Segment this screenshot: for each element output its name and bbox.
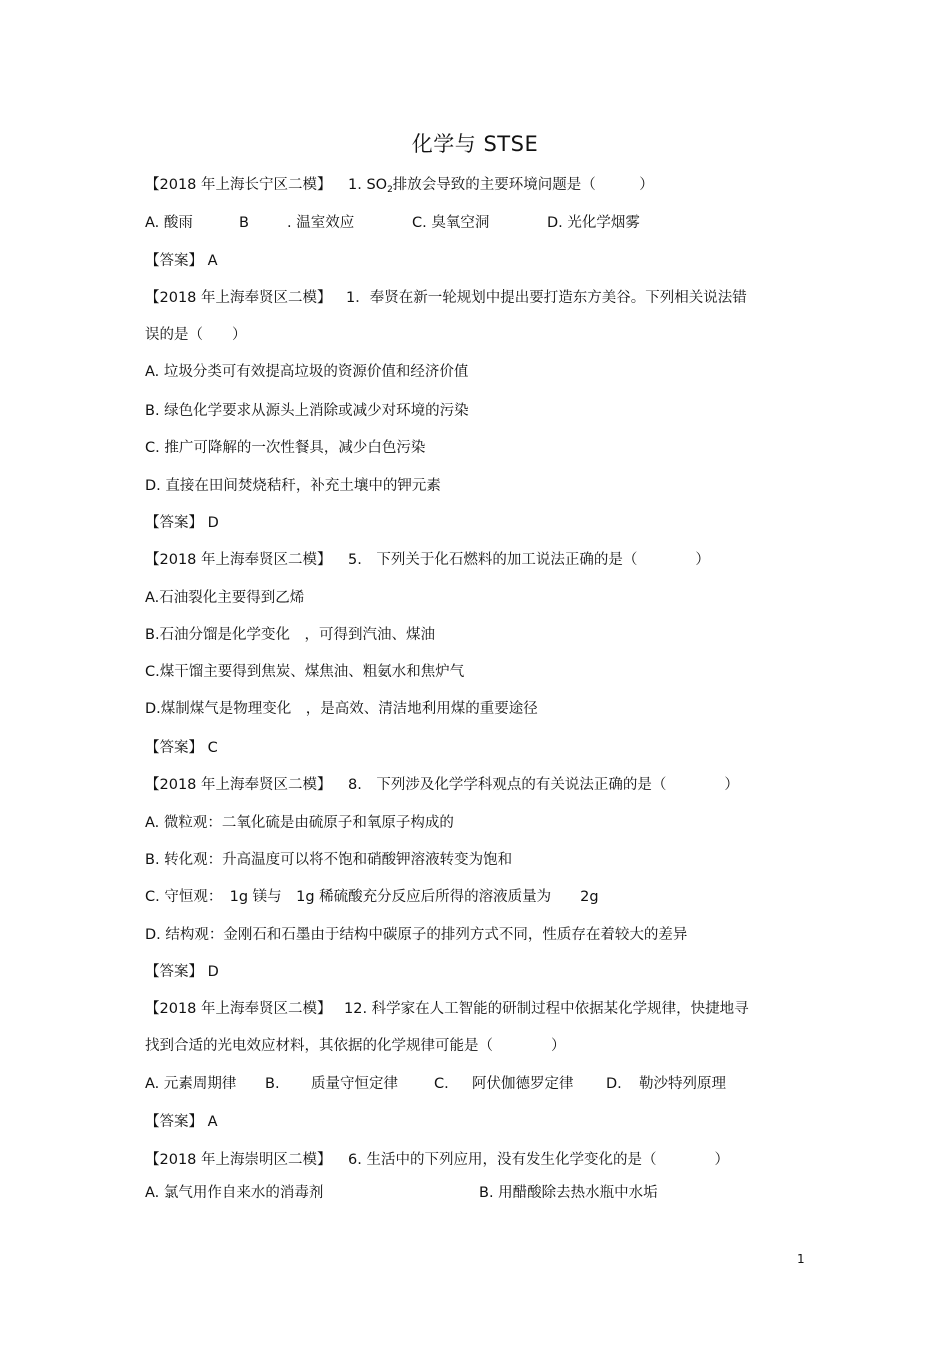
question-source: 【2018 年上海崇明区二模】 (145, 1152, 332, 1168)
answer-5: 【答案】 A (145, 1114, 218, 1130)
answer-2: 【答案】 D (145, 515, 219, 531)
question-stem: 6. 生活中的下列应用，没有发生化学变化的是（ ） (348, 1152, 729, 1168)
option-d: D.煤制煤气是物理变化 ，是高效、清洁地利用煤的重要途径 (145, 701, 538, 717)
question-stem: 8. 下列涉及化学学科观点的有关说法正确的是（ ） (348, 777, 739, 793)
question-source: 【2018 年上海奉贤区二模】 (145, 552, 332, 568)
answer-1: 【答案】 A (145, 253, 218, 269)
option-a: A.石油裂化主要得到乙烯 (145, 590, 305, 606)
option-b-text: . 温室效应 (287, 215, 355, 231)
option-d: D. 直接在田间焚烧秸秆，补充土壤中的钾元素 (145, 478, 441, 494)
page-title: 化学与 STSE (411, 132, 539, 156)
option-b: B. 绿色化学要求从源头上消除或减少对环境的污染 (145, 403, 469, 419)
option-d-letter: D. (606, 1076, 622, 1092)
option-b-letter: B (239, 215, 249, 231)
option-c-letter: C. (434, 1076, 449, 1092)
option-c-text: 阿伏伽德罗定律 (472, 1076, 574, 1092)
question-5-stem-cont: 找到合适的光电效应材料，其依据的化学规律可能是（ ） (145, 1038, 566, 1054)
option-a: A. 酸雨 (145, 215, 193, 231)
question-stem: 5. 下列关于化石燃料的加工说法正确的是（ ） (348, 552, 710, 568)
option-a: A. 垃圾分类可有效提高垃圾的资源价值和经济价值 (145, 364, 469, 380)
question-source: 【2018 年上海奉贤区二模】 (145, 290, 332, 306)
option-a: A. 微粒观：二氧化硫是由硫原子和氧原子构成的 (145, 815, 454, 831)
question-2-stem-cont: 误的是（ ） (145, 327, 247, 343)
option-b: B.石油分馏是化学变化 ，可得到汽油、煤油 (145, 627, 436, 643)
question-stem: 1. $SO_2$排放会导致的主要环境问题是（ ） (348, 177, 654, 195)
answer-3: 【答案】 C (145, 740, 218, 756)
question-source: 【2018 年上海奉贤区二模】 (145, 777, 332, 793)
option-b-text: 质量守恒定律 (311, 1076, 398, 1092)
option-b: B. 转化观：升高温度可以将不饱和硝酸钾溶液转变为饱和 (145, 852, 513, 868)
option-a: A. 元素周期律 (145, 1076, 237, 1092)
option-b-letter: B. (265, 1076, 280, 1092)
option-b: B. 用醋酸除去热水瓶中水垢 (479, 1185, 658, 1201)
question-source: 【2018 年上海奉贤区二模】 (145, 1001, 332, 1017)
question-stem: 12. 科学家在人工智能的研制过程中依据某化学规律，快捷地寻 (344, 1001, 749, 1017)
question-source: 【2018 年上海长宁区二模】 (145, 177, 332, 193)
answer-4: 【答案】 D (145, 964, 219, 980)
option-d: D. 结构观：金刚石和石墨由于结构中碳原子的排列方式不同，性质存在着较大的差异 (145, 927, 688, 943)
page-number: 1 (797, 1252, 805, 1266)
option-d-text: 勒沙特列原理 (639, 1076, 726, 1092)
option-c: C.煤干馏主要得到焦炭、煤焦油、粗氨水和焦炉气 (145, 664, 465, 680)
option-d: D. 光化学烟雾 (547, 215, 640, 231)
option-c: C. 推广可降解的一次性餐具，减少白色污染 (145, 440, 426, 456)
option-c: C. 守恒观： 1g 镁与 1g 稀硫酸充分反应后所得的溶液质量为 2g (145, 889, 599, 905)
option-a: A. 氯气用作自来水的消毒剂 (145, 1185, 324, 1201)
option-c: C. 臭氧空洞 (412, 215, 490, 231)
question-stem: 1．奉贤在新一轮规划中提出要打造东方美谷。下列相关说法错 (346, 290, 747, 306)
